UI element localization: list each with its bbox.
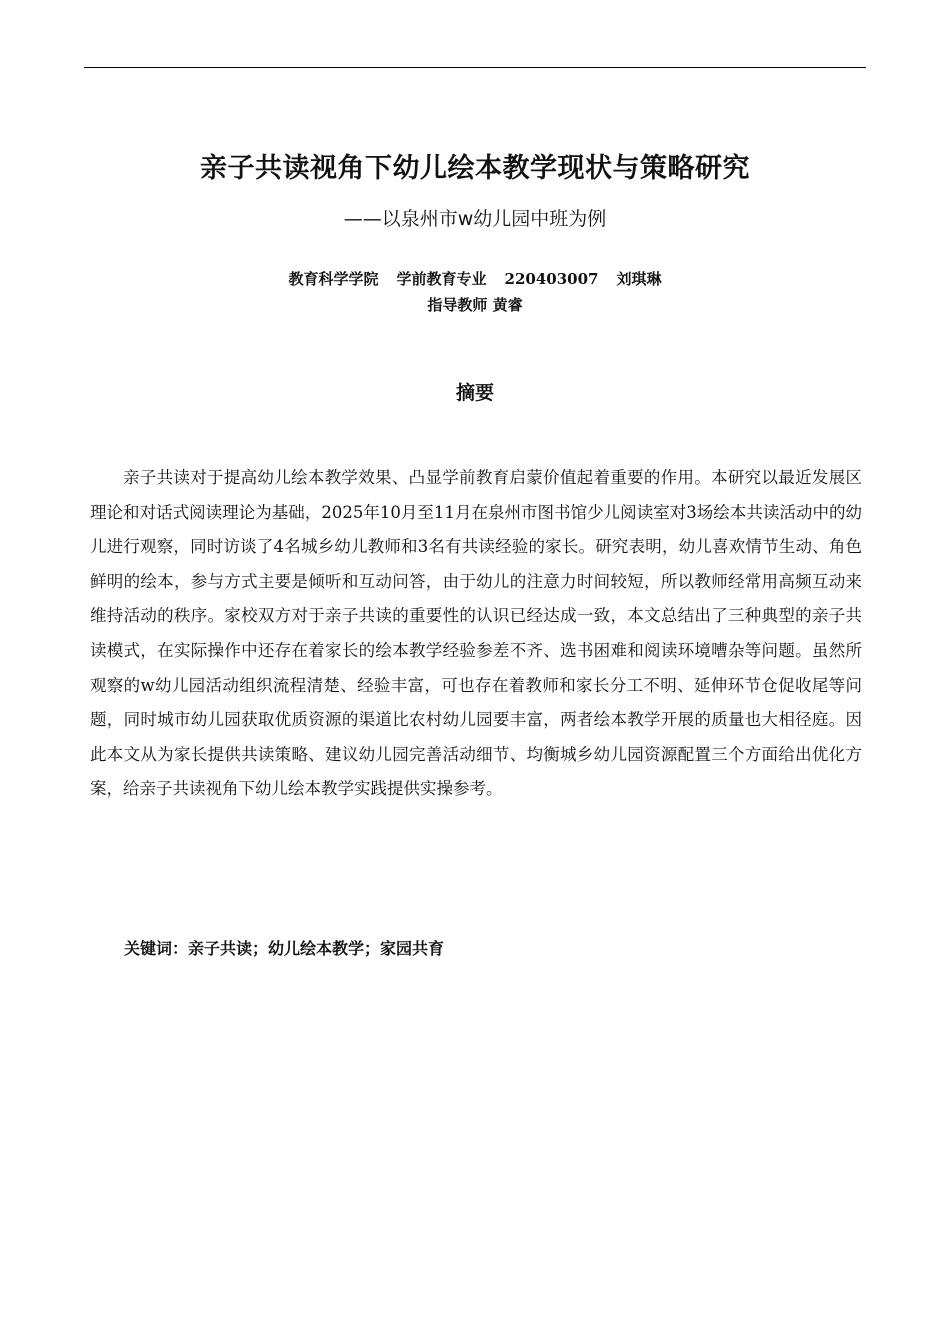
abstract-heading: 摘要 — [455, 382, 494, 404]
abstract-body: 亲子共读对于提高幼儿绘本教学效果、凸显学前教育启蒙价值起着重要的作用。本研究以最近发展区理论和对话式阅读理论为基础，2025年10月至11月在泉州市图书馆少儿阅读室对3场绘本共读活动中的幼儿进行观察，同时访谈了4名城乡幼儿教师和3名有共读经验的家长。研究表明，幼儿喜欢情节生动、角色鲜明的绘本，参与方式主要是倾听和互动问答，由于幼儿的注意力时间较短，所以教师经常用高频互动来维持活动的秩序。家校双方对于亲子共读的重要性的认识已经达成一致，本文总结出了三种典型的亲子共读模式，在实际操作中还存在着家长的绘本教学经验参差不齐、选书困难和阅读环境嘈杂等问题。虽然所观察的w幼儿园活动组织流程清楚、经验丰富，可也存在着教师和家长分工不明、延伸环节仓促收尾等问题，同时城市幼儿园获取优质资源的渠道比农村幼儿园要丰富，两者绘本教学开展的质量也大相径庭。因此本文从为家长提供共读策略、建议幼儿园完善活动细节、均衡城乡幼儿园资源配置三个方面给出优化方案，给亲子共读视角下幼儿绘本教学实践提供实操参考。 — [90, 468, 862, 799]
author-name: 刘琪琳 — [616, 270, 662, 288]
student-id: 220403007 — [504, 270, 599, 288]
major: 学前教育专业 — [396, 270, 487, 288]
advisor-label: 指导教师 — [427, 296, 488, 314]
keywords: 关键词：亲子共读；幼儿绘本教学；家园共育 — [124, 939, 445, 958]
header-rule — [84, 67, 866, 68]
advisor-name: 黄睿 — [492, 296, 523, 314]
advisor-info — [0, 294, 950, 315]
author-info — [0, 268, 950, 289]
college: 教育科学学院 — [288, 270, 379, 288]
paper-subtitle: ——以泉州市w幼儿园中班为例 — [343, 208, 607, 230]
paper-title: 亲子共读视角下幼儿绘本教学现状与策略研究 — [200, 153, 750, 184]
